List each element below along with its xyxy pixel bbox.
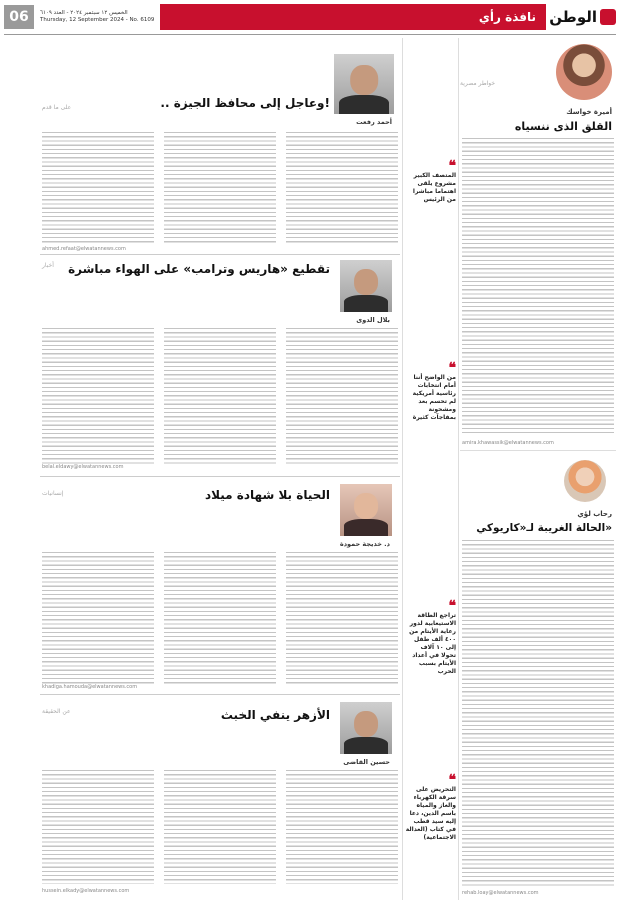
- article-author: بلال الدوى: [356, 316, 390, 324]
- author-photo: [556, 44, 612, 100]
- article-divider: [40, 254, 400, 255]
- article-body-column: [164, 132, 276, 244]
- page-header: [4, 4, 616, 30]
- author-name: رحاب لؤي: [577, 510, 612, 518]
- author-portrait: [340, 260, 392, 312]
- article-body-column: [42, 132, 154, 244]
- article-email: belal.eldawy@elwatannews.com: [42, 464, 124, 470]
- article-email: ahmed.refaat@elwatannews.com: [42, 246, 126, 252]
- column-divider: [460, 450, 616, 451]
- quote-mark-icon: ❝: [448, 360, 456, 376]
- pull-quote: [404, 774, 456, 842]
- article-email: hussein.elkady@elwatannews.com: [42, 888, 130, 894]
- column-body: [462, 138, 614, 436]
- article-tag: على ما قدم: [42, 104, 72, 111]
- article-title: الحياة بلا شهادة ميلاد: [205, 488, 330, 502]
- article: [40, 258, 400, 472]
- article-divider: [40, 476, 400, 477]
- pull-quote-text: تراجع الطاقة الاستيعابية لدور رعاية الأيتام من ٤٠٠ ألف طفل إلى ١٠ آلاف تحولا في أعداد الأيتام بسبب الحرب: [409, 612, 456, 675]
- column-label: خواطر مصرية: [460, 80, 496, 87]
- article: [40, 698, 400, 898]
- article-body-column: [164, 770, 276, 884]
- quote-mark-icon: ❝: [448, 598, 456, 614]
- pull-quote-text: من الواضح أننا أمام انتخابات رئاسية أمريكية لم تحسم بعد ومشحونة بمفاجآت كثيرة: [412, 374, 456, 421]
- column-rule: [402, 38, 403, 900]
- article: [40, 480, 400, 690]
- article-body-column: [42, 328, 154, 464]
- article-body-column: [164, 328, 276, 464]
- quote-mark-icon: ❝: [448, 158, 456, 174]
- pull-quote-text: المتصف الكبير مشروع يلقى اهتماما مباشرا من الرئيس: [412, 172, 456, 203]
- article-author: أحمد رفعت: [356, 118, 392, 126]
- article-tag: عن الحقيقة: [42, 708, 71, 715]
- quote-mark-icon: ❝: [448, 772, 456, 788]
- pull-quote: [404, 600, 456, 676]
- article-body-column: [286, 132, 398, 244]
- newspaper-logo: [546, 4, 616, 30]
- article-body-column: [286, 328, 398, 464]
- article-title: .. وعاجل إلى محافظ الجيزة!: [160, 96, 330, 110]
- author-photo: [564, 460, 606, 502]
- page-number: 06: [4, 5, 34, 29]
- column-rule: [458, 38, 459, 900]
- column-title: الحالة الغريبة لـ«كاريوكي»: [476, 522, 612, 534]
- article-title: الأزهر ينفي الخبث: [220, 708, 330, 722]
- logo-text: الوطن: [549, 8, 597, 26]
- author-portrait: [340, 484, 392, 536]
- column-body: [462, 540, 614, 888]
- article-body-column: [286, 770, 398, 884]
- author-portrait: [334, 54, 394, 114]
- article-body-column: [164, 552, 276, 684]
- article-body-column: [286, 552, 398, 684]
- author-email: amira.khawassik@elwatannews.com: [462, 440, 554, 446]
- article-body-column: [42, 770, 154, 884]
- column-title: القلق الذى ننسياه: [514, 120, 612, 133]
- issue-date-arabic: الخميس ١٢ سبتمبر ٢٠٢٤ - العدد ٦١٠٩: [40, 10, 128, 16]
- right-column: [460, 38, 616, 900]
- pull-quote: [404, 160, 456, 204]
- article-tag: أخبار: [42, 262, 54, 269]
- pull-quote: [404, 362, 456, 422]
- author-name: أميرة خواسك: [566, 108, 612, 116]
- article-title: تقطيع «هاريس وترامب» على الهواء مباشرة: [68, 262, 330, 276]
- article-divider: [40, 694, 400, 695]
- article: [40, 52, 400, 252]
- issue-date: [40, 10, 160, 24]
- article-body-column: [42, 552, 154, 684]
- author-portrait: [340, 702, 392, 754]
- article-author: حسين القاضى: [343, 758, 390, 766]
- header-rule: [4, 34, 616, 35]
- issue-date-english: Thursday, 12 September 2024 - No. 6109: [40, 17, 155, 23]
- author-email: rehab.loay@elwatannews.com: [462, 890, 539, 896]
- pull-quote-text: التحريض على سرقة الكهرباء والغاز والمياه باسم الدين، دعا إليه سيد قطب في كتاب (العدالة الاجتماعية): [405, 786, 456, 841]
- article-email: khadiga.hamouda@elwatannews.com: [42, 684, 138, 690]
- article-author: د. خديجة حمودة: [339, 540, 390, 548]
- section-title: نافذة رأي: [160, 4, 546, 30]
- article-tag: إنسانيات: [42, 490, 64, 497]
- logo-mark-icon: [600, 9, 616, 25]
